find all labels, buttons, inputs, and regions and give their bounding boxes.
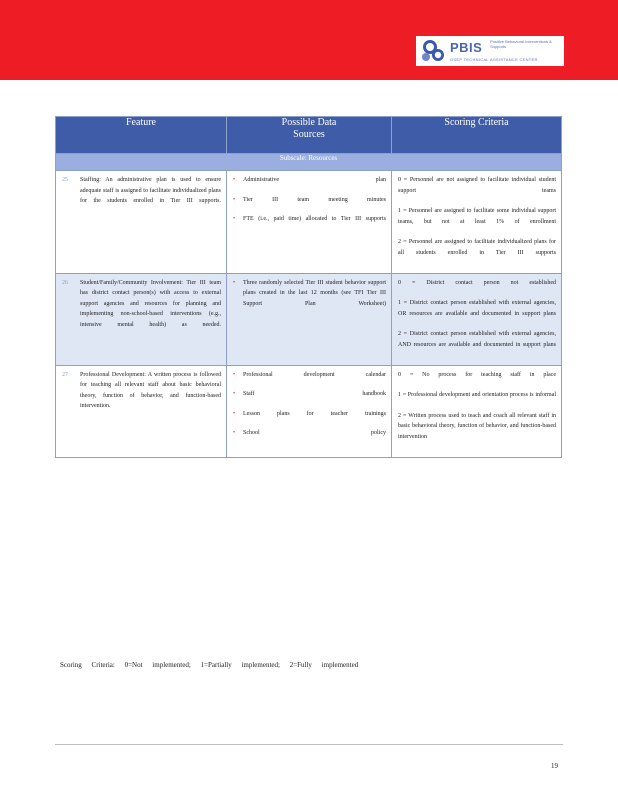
bullet-icon: • bbox=[233, 410, 236, 417]
list-item: • Lesson plans for teacher trainings bbox=[233, 409, 386, 420]
score-level-1: 1 = District contact person established with external agencies, OR resources are available and documented in support plans bbox=[398, 300, 556, 317]
item-number: 27 bbox=[62, 371, 68, 378]
score-level-2: 2 = Written process used to teach and coach all relevant staff in basic behavioral theory, function of behavior, and function-based intervention bbox=[398, 412, 556, 440]
scoring-criteria-legend: Scoring Criteria: 0=Not implemented; 1=Partially implemented; 2=Fully implemented bbox=[60, 661, 359, 669]
bullet-icon: • bbox=[233, 196, 236, 203]
list-item: • Tier III team meeting minutes bbox=[233, 195, 386, 206]
criteria-cell bbox=[392, 171, 562, 274]
column-header-feature: Feature bbox=[56, 117, 227, 154]
score-level-0: 0 = District contact person not established bbox=[398, 279, 556, 286]
table-row bbox=[56, 273, 562, 365]
sources-cell bbox=[227, 171, 392, 274]
feature-text: Student/Family/Community Involvement: Tier III team has district contact person(s) with access to external support agencies and resources for planning and implementing non-school-based interventions (e.g., intensive mental health) as needed. bbox=[80, 279, 221, 328]
bullet-icon: • bbox=[233, 371, 236, 378]
feature-cell bbox=[56, 365, 227, 457]
bullet-icon: • bbox=[233, 216, 236, 223]
score-level-1: 1 = Personnel are assigned to facilitate some individual support teams, but not at least 1% of enrollment bbox=[398, 208, 556, 225]
list-item: • Three randomly selected Tier III student behavior support plans created in the last 12 months (see TFI Tier III Support Plan Worksheet) bbox=[233, 279, 386, 307]
score-level-0: 0 = Personnel are not assigned to facilitate individual student support teams bbox=[398, 177, 556, 194]
page-number: 19 bbox=[551, 762, 558, 770]
footer-divider bbox=[55, 744, 563, 745]
bullet-icon: • bbox=[233, 430, 236, 437]
table-row bbox=[56, 365, 562, 457]
feature-cell bbox=[56, 171, 227, 274]
bullet-icon: • bbox=[233, 391, 236, 398]
criteria-cell bbox=[392, 365, 562, 457]
people-circle-icon bbox=[420, 38, 448, 64]
score-level-0: 0 = No process for teaching staff in place bbox=[398, 371, 556, 378]
subscale-row bbox=[56, 154, 562, 171]
resources-rubric-table bbox=[55, 116, 562, 458]
feature-text: Staffing: An administrative plan is used to ensure adequate staff is assigned to facilitate individualized plans for the students enrolled in Tier III supports. bbox=[80, 177, 221, 205]
feature-text: Professional Development: A written process is followed for teaching all relevant staff about basic behavioral theory, function of behavior, and function-based intervention. bbox=[80, 371, 221, 410]
criteria-cell bbox=[392, 273, 562, 365]
feature-cell bbox=[56, 273, 227, 365]
pbis-logo bbox=[416, 36, 564, 66]
table-row bbox=[56, 171, 562, 274]
list-item: • Administrative plan bbox=[233, 175, 386, 186]
logo-text: PBIS bbox=[450, 40, 483, 55]
list-item: • FTE (i.e., paid time) allocated to Tier III supports bbox=[233, 214, 386, 225]
subscale-label: Subscale: Resources bbox=[56, 154, 562, 171]
sources-cell bbox=[227, 273, 392, 365]
bullet-icon: • bbox=[233, 279, 236, 286]
score-level-2: 2 = District contact person established with external agencies, AND resources are available and documented in support plans bbox=[398, 331, 556, 348]
score-level-2: 2 = Personnel are assigned to facilitate individualized plans for all students enrolled in Tier III supports bbox=[398, 239, 556, 256]
column-header-data-sources: Possible Data Sources bbox=[227, 117, 392, 154]
header-banner bbox=[0, 0, 618, 80]
list-item: • Staff handbook bbox=[233, 389, 386, 400]
column-header-scoring-criteria: Scoring Criteria bbox=[392, 117, 562, 154]
bullet-icon: • bbox=[233, 177, 236, 183]
item-number: 25 bbox=[62, 177, 68, 183]
list-item: • School policy bbox=[233, 428, 386, 439]
table-header-row bbox=[56, 117, 562, 154]
item-number: 26 bbox=[62, 279, 68, 286]
logo-tagline: OSEP TECHNICAL ASSISTANCE CENTER bbox=[450, 57, 538, 62]
logo-subtitle: Positive Behavioral Interventions & Supports bbox=[490, 39, 552, 49]
list-item: • Professional development calendar bbox=[233, 370, 386, 381]
sources-cell bbox=[227, 365, 392, 457]
score-level-1: 1 = Professional development and orientation process is informal bbox=[398, 392, 556, 399]
